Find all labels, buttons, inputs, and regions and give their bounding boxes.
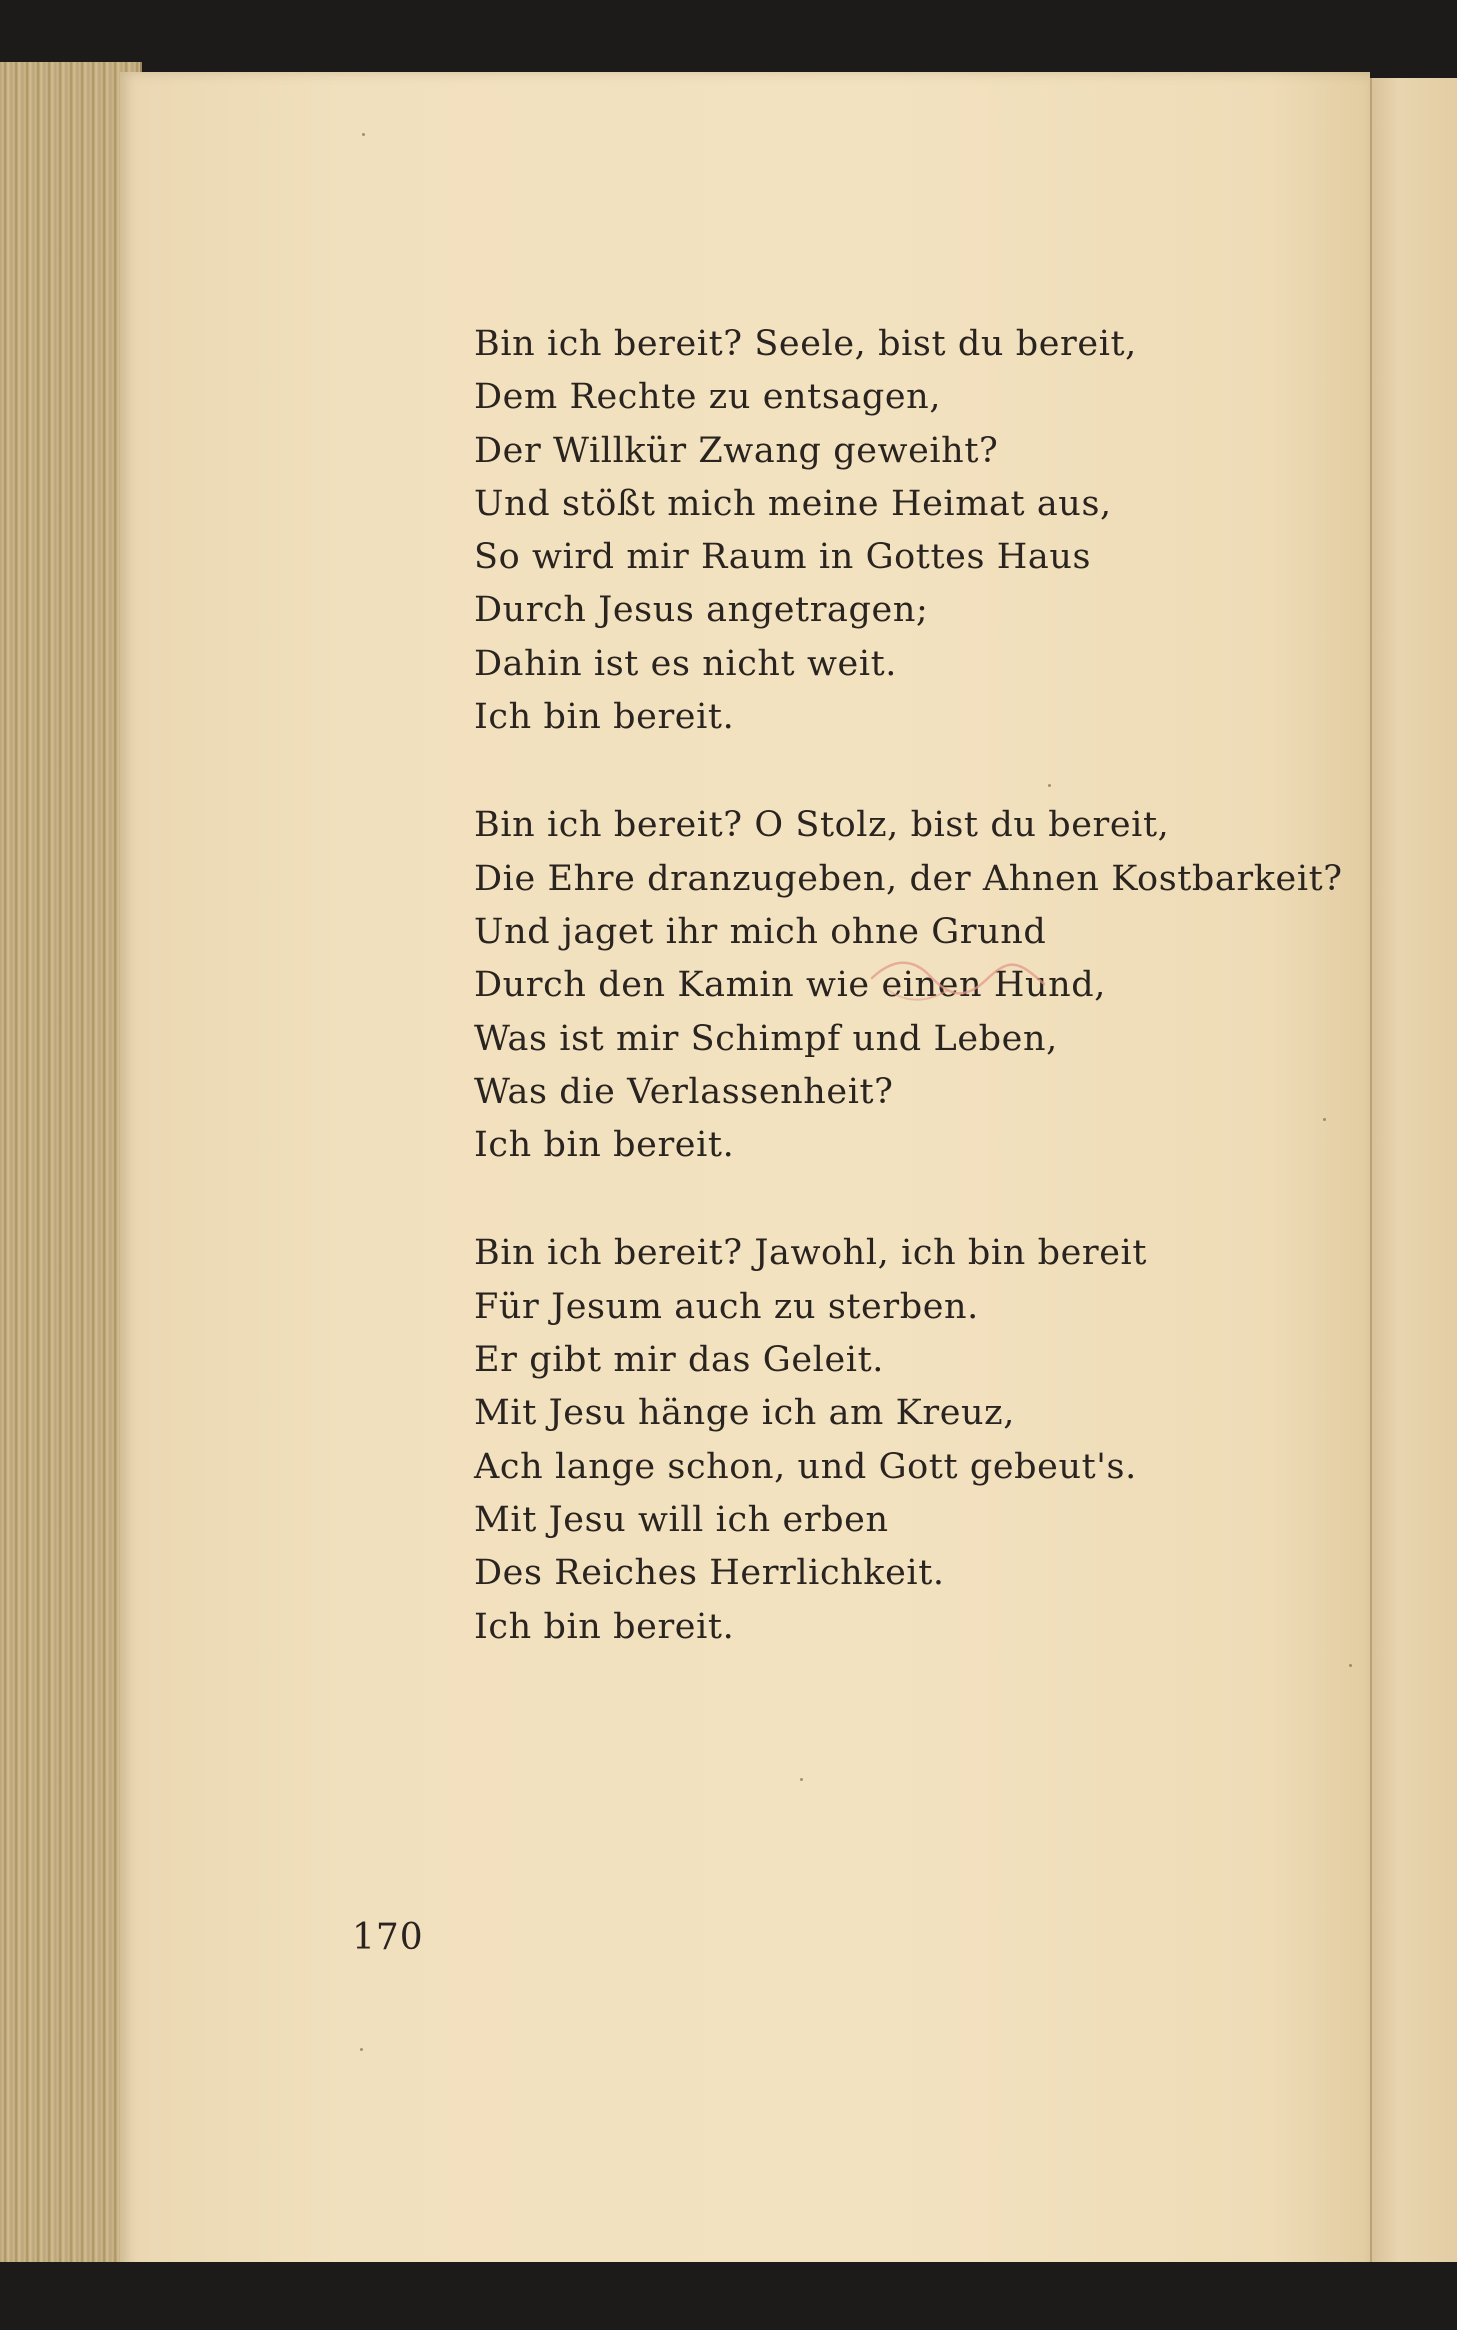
poem-line: Ich bin bereit. (474, 1606, 735, 1647)
bottom-shadow (0, 2262, 1457, 2330)
poem-line: Er gibt mir das Geleit. (474, 1340, 884, 1381)
poem-line: Was die Verlassenheit? (474, 1071, 894, 1112)
poem-line: Bin ich bereit? Jawohl, ich bin bereit (474, 1233, 1148, 1274)
poem-line: Durch den Kamin wie einen Hund, (474, 965, 1107, 1006)
paper-speck (1349, 1664, 1352, 1667)
page-number: 170 (352, 1917, 424, 1958)
stanza-1 (474, 318, 1374, 744)
poem-line: Durch Jesus angetragen; (474, 590, 929, 631)
paper-speck (800, 1778, 803, 1781)
paper-speck (1048, 784, 1051, 787)
poem-line: So wird mir Raum in Gottes Haus (474, 537, 1092, 578)
poem-line: Und stößt mich meine Heimat aus, (474, 483, 1112, 524)
poem-line: Die Ehre dranzugeben, der Ahnen Kostbarkeit? (474, 858, 1343, 899)
poem-line: Was ist mir Schimpf und Leben, (474, 1018, 1058, 1059)
poem-line: Ich bin bereit. (474, 1125, 735, 1166)
facing-page-edge (1370, 78, 1457, 2278)
poem-line: Dem Rechte zu entsagen, (474, 377, 942, 418)
poem-line: Und jaget ihr mich ohne Grund (474, 911, 1047, 952)
poem-line: Ich bin bereit. (474, 697, 735, 738)
paper-speck (1323, 1118, 1326, 1121)
poem-line: Des Reiches Herrlichkeit. (474, 1553, 945, 1594)
poem-line: Mit Jesu will ich erben (474, 1499, 889, 1540)
poem-line: Bin ich bereit? O Stolz, bist du bereit, (474, 805, 1170, 846)
poem (474, 318, 1374, 1709)
poem-line: Mit Jesu hänge ich am Kreuz, (474, 1393, 1015, 1434)
paper-speck (362, 133, 365, 136)
poem-line: Ach lange schon, und Gott gebeut's. (474, 1446, 1137, 1487)
poem-line: Der Willkür Zwang geweiht? (474, 430, 999, 471)
pencil-squiggle-mark (868, 950, 1048, 1010)
poem-line: Dahin ist es nicht weit. (474, 643, 898, 684)
poem-line: Für Jesum auch zu sterben. (474, 1286, 979, 1327)
paper-speck (360, 2048, 363, 2051)
poem-line: Bin ich bereit? Seele, bist du bereit, (474, 324, 1137, 364)
stanza-3 (474, 1227, 1374, 1653)
